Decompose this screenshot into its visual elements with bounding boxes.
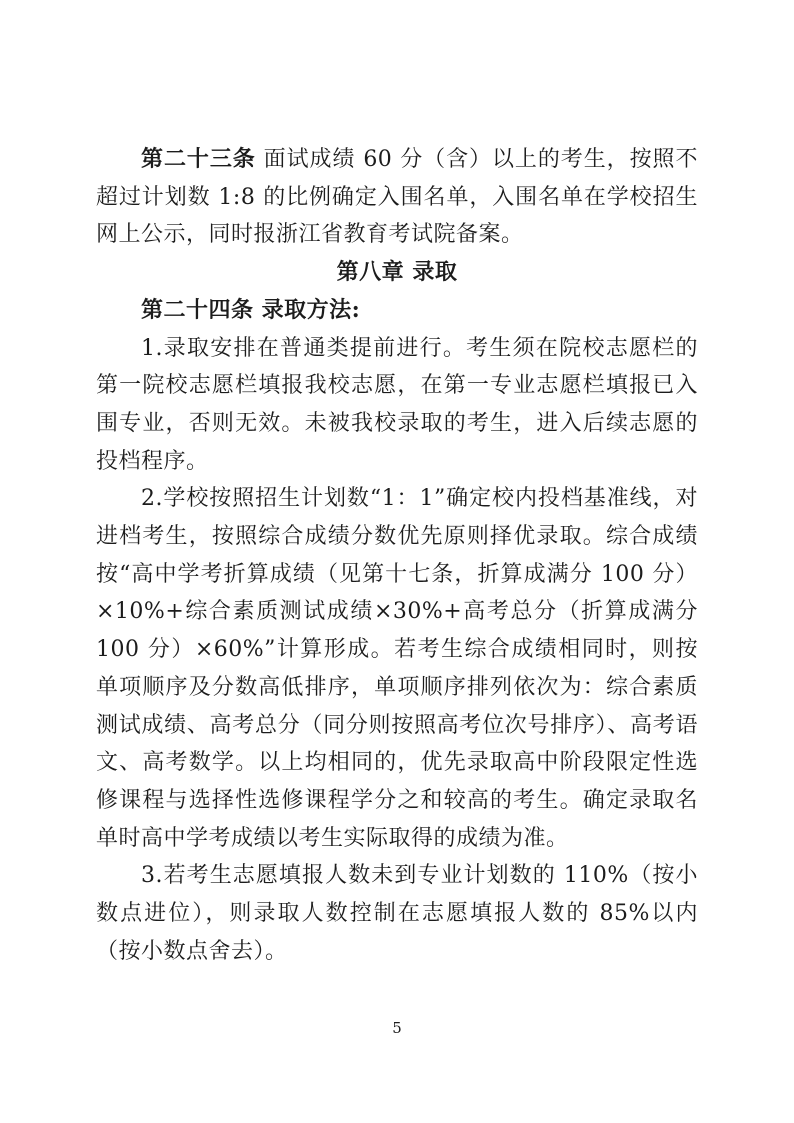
text-run: 1.录取安排在普通类提前进行。考生须在院校志愿栏的第一院校志愿栏填报我校志愿，在第一专业志愿栏填报已入围专业，否则无效。未被我校录取的考生，进入后续志愿的投档程序。	[96, 335, 698, 474]
article-heading	[96, 292, 698, 330]
bold-text-run: 第二十四条 录取方法:	[141, 296, 361, 323]
document-content	[96, 141, 698, 970]
text-run: 2.学校按照招生计划数“1：1”确定校内投档基准线，对进档考生，按照综合成绩分数优先原则择优录取。综合成绩按“高中学考折算成绩（见第十七条，折算成满分 100 分）×10%+综合素质测试成绩×30%+高考总分（折算成满分 100 分）×60%”计算形成。若考生综合成绩相同时，则按单项顺序及分数高低排序，单项顺序排列依次为：综合素质测试成绩、高考总分（同分则按照高考位次号排序）、高考语文、高考数学。以上均相同的，优先录取高中阶段限定性选修课程与选择性选修课程学分之和较高的考生。确定录取名单时高中学考成绩以考生实际取得的成绩为准。	[96, 486, 698, 851]
page-number: 5	[392, 1019, 402, 1037]
text-run: 3.若考生志愿填报人数未到专业计划数的 110%（按小数点进位），则录取人数控制在志愿填报人数的 85%以内（按小数点舍去）。	[96, 863, 698, 964]
body-paragraph	[96, 480, 698, 857]
page-footer	[0, 1018, 794, 1038]
chapter-heading	[96, 254, 698, 292]
bold-text-run: 第八章 录取	[336, 259, 458, 286]
body-paragraph	[96, 857, 698, 970]
bold-text-run: 第二十三条	[141, 146, 256, 172]
text-run: 面试成绩 60 分（含）以上的考生，按照不超过计划数 1:8 的比例确定入围名单，入围名单在学校招生网上公示，同时报浙江省教育考试院备案。	[96, 147, 698, 248]
body-paragraph	[96, 330, 698, 481]
body-paragraph	[96, 141, 698, 254]
